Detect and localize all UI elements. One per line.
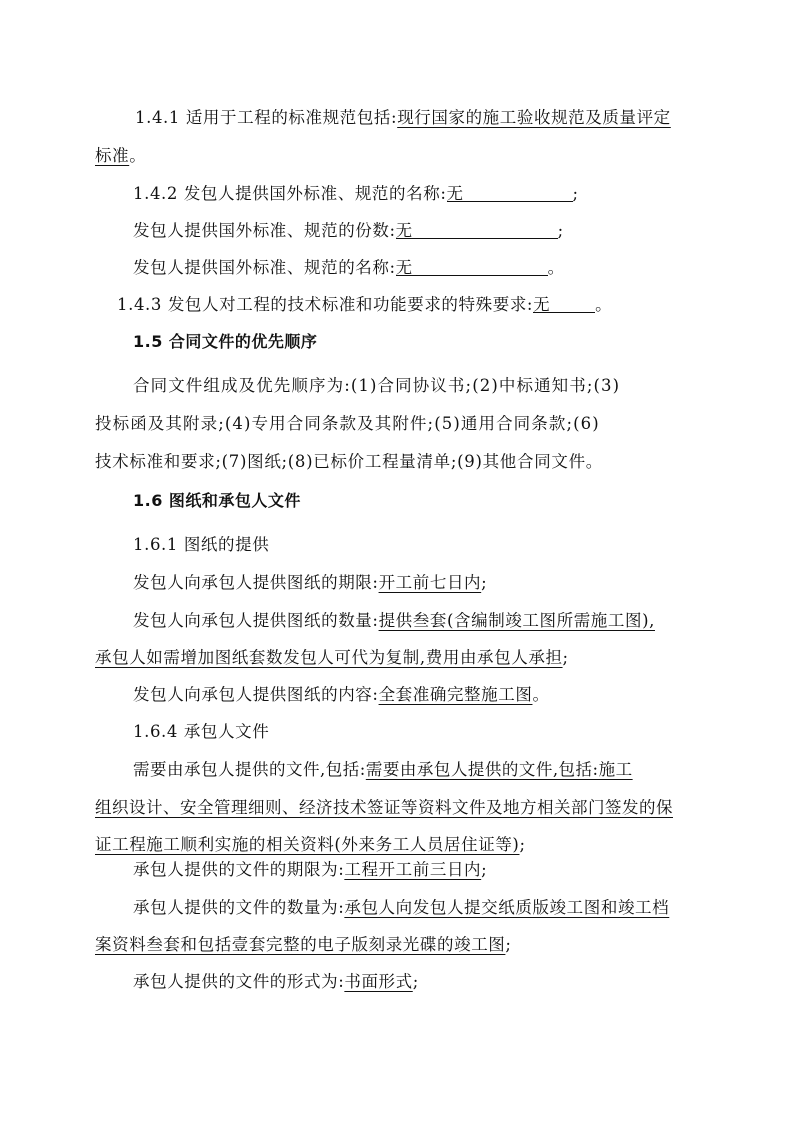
clause-1-4-1-line-2 (95, 145, 146, 167)
section-1-5-heading: 1.5 合同文件的优先顺序 (133, 332, 318, 351)
contractor-docs-value-cont: 组织设计、安全管理细则、经济技术签证等资料文件及地方相关部门签发的保 (95, 798, 673, 817)
subsection-1-6-1-heading: 1.6.1 图纸的提供 (133, 535, 270, 554)
drawing-period-end: ; (481, 573, 488, 592)
drawing-period-line (133, 572, 487, 594)
drawing-quantity-line-1 (133, 610, 655, 632)
clause-1-4-3-end: 。 (595, 295, 613, 314)
drawing-quantity-line-2 (95, 647, 569, 669)
section-1-5-para-line-2: 投标函及其附录;(4)专用合同条款及其附件;(5)通用合同条款;(6) (95, 414, 600, 433)
clause-1-4-1-value: 现行国家的施工验收规范及质量评定 (397, 108, 671, 127)
section-1-5-para-line-3: 技术标准和要求;(7)图纸;(8)已标价工程量清单;(9)其他合同文件。 (95, 452, 603, 471)
clause-1-4-3-line (117, 294, 612, 316)
contractor-docs-period-line (133, 859, 487, 881)
contractor-docs-form-line (133, 971, 419, 993)
section-1-6-heading: 1.6 图纸和承包人文件 (133, 491, 301, 510)
clause-1-4-2-name-prefix: 1.4.2 发包人提供国外标准、规范的名称: (133, 184, 447, 203)
contractor-docs-form-value: 书面形式 (344, 972, 413, 991)
clause-1-4-2-name-line (133, 183, 579, 205)
drawing-quantity-end: ; (562, 648, 569, 667)
contractor-docs-end: ; (519, 835, 526, 854)
drawing-period-value: 开工前七日内 (378, 573, 482, 592)
contractor-docs-qty-end: ; (505, 935, 512, 954)
contractor-docs-qty-line-2 (95, 934, 512, 956)
contractor-docs-form-prefix: 承包人提供的文件的形式为: (133, 972, 345, 991)
contractor-docs-qty-value-cont: 案资料叁套和包括壹套完整的电子版刻录光碟的竣工图 (95, 935, 506, 954)
clause-1-4-3-field (533, 294, 595, 313)
drawing-content-line (133, 684, 550, 706)
clause-1-4-2-name-end: ; (572, 184, 579, 203)
clause-1-4-1-line-1 (135, 107, 671, 129)
drawing-quantity-value-cont: 承包人如需增加图纸套数发包人可代为复制,费用由承包人承担 (95, 648, 563, 667)
contractor-docs-line-3 (95, 834, 526, 856)
contractor-docs-line-2 (95, 797, 673, 819)
drawing-content-prefix: 发包人向承包人提供图纸的内容: (133, 685, 379, 704)
clause-1-4-2-name2-end: 。 (547, 258, 565, 277)
section-1-5-para-line-1: 合同文件组成及优先顺序为:(1)合同协议书;(2)中标通知书;(3) (133, 376, 621, 395)
clause-1-4-2-name-value: 无 (446, 184, 464, 203)
clause-1-4-3-value: 无 (533, 295, 551, 314)
contractor-docs-line-1 (133, 759, 633, 781)
clause-1-4-2-count-value: 无 (395, 221, 413, 240)
contractor-docs-prefix: 需要由承包人提供的文件,包括: (133, 760, 366, 779)
clause-1-4-2-name2-value: 无 (395, 258, 413, 277)
drawing-period-prefix: 发包人向承包人提供图纸的期限: (133, 573, 379, 592)
drawing-content-value: 全套准确完整施工图 (378, 685, 533, 704)
clause-1-4-2-name2-field (396, 257, 548, 276)
clause-1-4-2-name-field (447, 183, 573, 202)
contractor-docs-qty-line-1 (133, 897, 669, 919)
clause-1-4-1-value-cont: 标准 (95, 146, 130, 165)
clause-1-4-2-count-field (396, 220, 558, 239)
contractor-docs-period-value: 工程开工前三日内 (344, 860, 482, 879)
clause-1-4-2-count-prefix: 发包人提供国外标准、规范的份数: (133, 221, 396, 240)
clause-1-4-2-name2-prefix: 发包人提供国外标准、规范的名称: (133, 258, 396, 277)
clause-1-4-1-prefix: 1.4.1 适用于工程的标准规范包括: (135, 108, 398, 127)
clause-1-4-2-count-line (133, 220, 564, 242)
subsection-1-6-4-heading: 1.6.4 承包人文件 (133, 722, 270, 741)
drawing-quantity-prefix: 发包人向承包人提供图纸的数量: (133, 611, 379, 630)
contractor-docs-value: 需要由承包人提供的文件,包括:施工 (365, 760, 633, 779)
clause-1-4-2-name2-line (133, 257, 565, 279)
clause-1-4-1-end: 。 (129, 146, 147, 165)
contractor-docs-qty-prefix: 承包人提供的文件的数量为: (133, 898, 345, 917)
contractor-docs-value-end: 证工程施工顺利实施的相关资料(外来务工人员居住证等) (95, 835, 520, 854)
contractor-docs-form-end: ; (412, 972, 419, 991)
drawing-content-end: 。 (532, 685, 550, 704)
clause-1-4-3-prefix: 1.4.3 发包人对工程的技术标准和功能要求的特殊要求: (117, 295, 534, 314)
drawing-quantity-value: 提供叁套(含编制竣工图所需施工图), (378, 611, 655, 630)
clause-1-4-2-count-end: ; (557, 221, 564, 240)
contractor-docs-period-end: ; (481, 860, 488, 879)
contractor-docs-qty-value: 承包人向发包人提交纸质版竣工图和竣工档 (344, 898, 670, 917)
contractor-docs-period-prefix: 承包人提供的文件的期限为: (133, 860, 345, 879)
